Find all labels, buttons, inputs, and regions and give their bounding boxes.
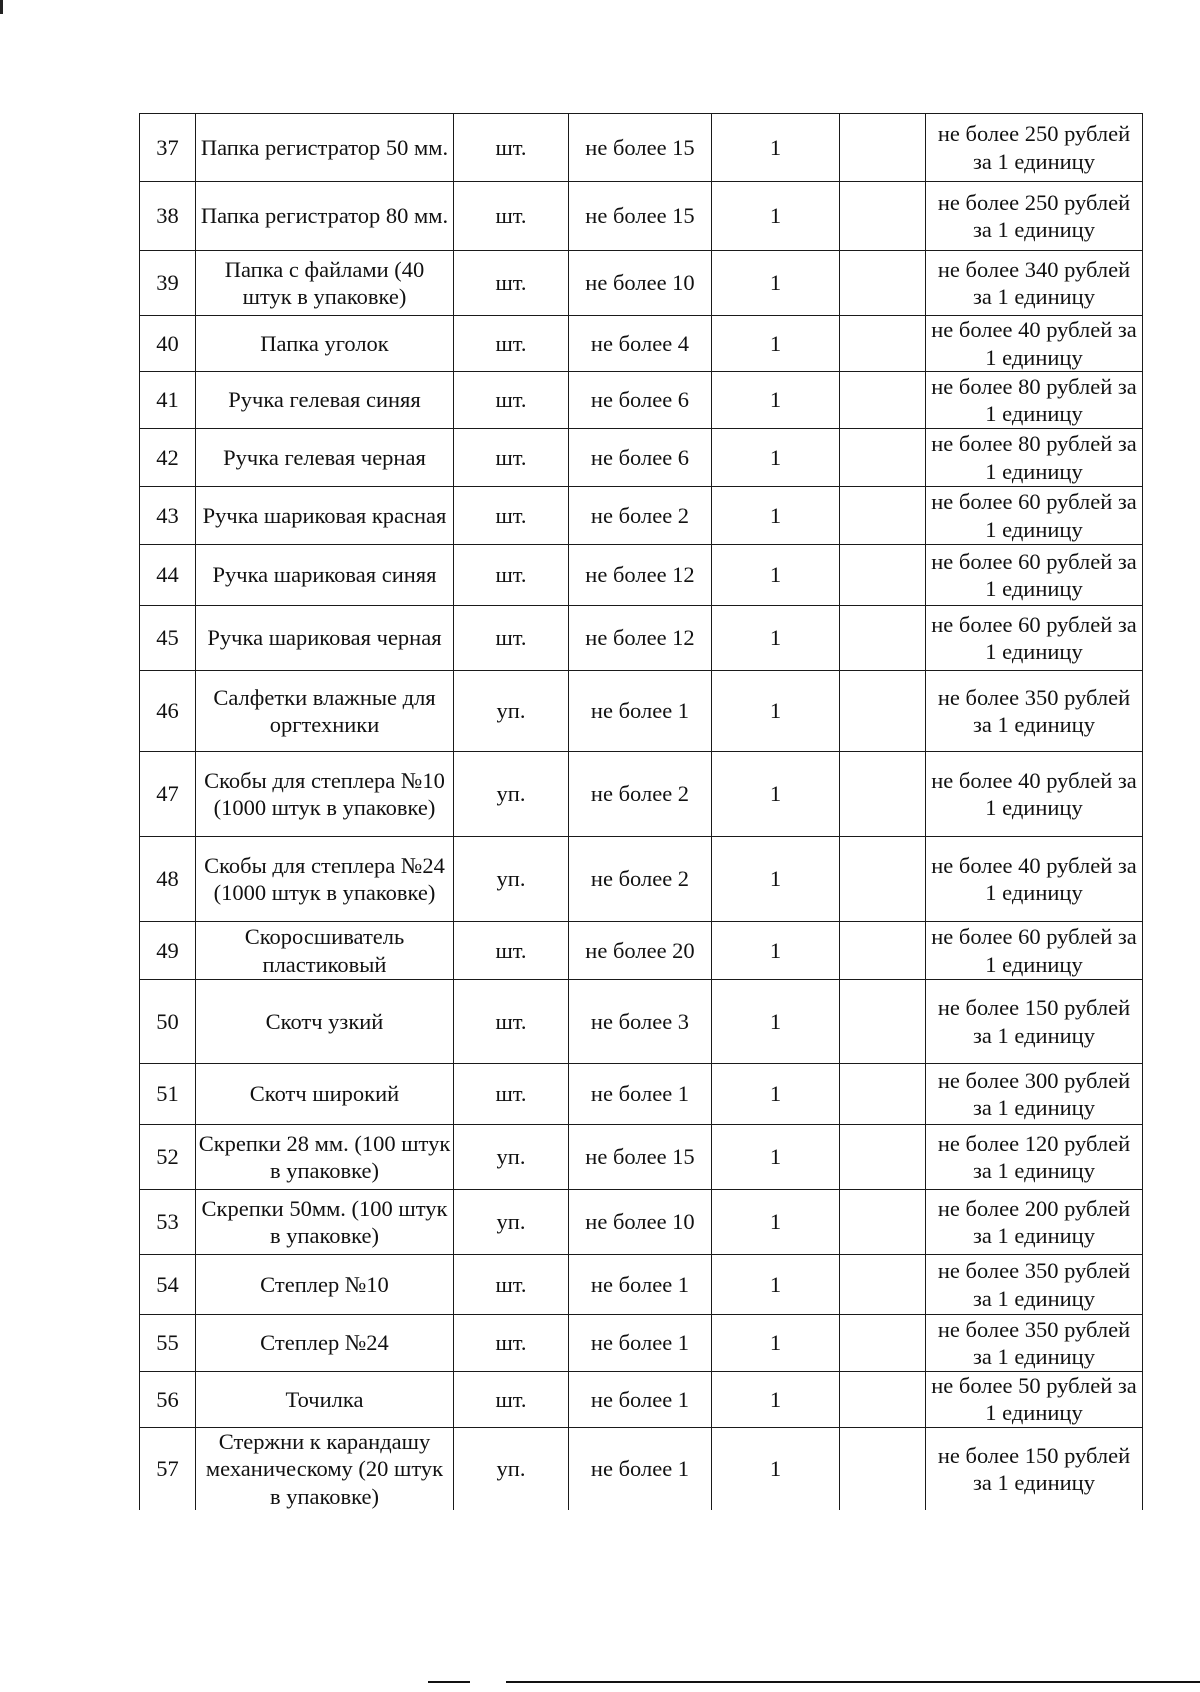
cell-num: 48 xyxy=(140,837,196,922)
cell-unit: уп. xyxy=(454,1190,569,1255)
cell-blank xyxy=(840,837,926,922)
cell-unit: шт. xyxy=(454,1255,569,1315)
cell-num: 42 xyxy=(140,429,196,487)
table-row xyxy=(140,922,1143,980)
cell-unit: шт. xyxy=(454,922,569,980)
cell-blank xyxy=(840,429,926,487)
cell-price: не более 300 рублей за 1 единицу xyxy=(926,1064,1143,1125)
cell-blank xyxy=(840,114,926,182)
table-row xyxy=(140,1064,1143,1125)
cell-price: не более 60 рублей за 1 единицу xyxy=(926,922,1143,980)
cell-price: не более 150 рублей за 1 единицу xyxy=(926,1427,1143,1510)
cell-qty: не более 10 xyxy=(569,1190,712,1255)
table-row xyxy=(140,1255,1143,1315)
cell-qty: не более 15 xyxy=(569,114,712,182)
cell-price: не более 80 рублей за 1 единицу xyxy=(926,372,1143,429)
table-row xyxy=(140,980,1143,1064)
cell-blank xyxy=(840,1064,926,1125)
cell-qty: не более 2 xyxy=(569,837,712,922)
table-row xyxy=(140,316,1143,372)
cell-name: Салфетки влажные для оргтехники xyxy=(196,671,454,752)
cell-price: не более 60 рублей за 1 единицу xyxy=(926,606,1143,671)
cell-name: Ручка гелевая синяя xyxy=(196,372,454,429)
cell-name: Стержни к карандашу механическому (20 штук в упаковке) xyxy=(196,1427,454,1510)
cell-count: 1 xyxy=(712,837,840,922)
cell-blank xyxy=(840,487,926,545)
cell-blank xyxy=(840,372,926,429)
cell-name: Скрепки 28 мм. (100 штук в упаковке) xyxy=(196,1125,454,1190)
table-row xyxy=(140,837,1143,922)
cell-count: 1 xyxy=(712,487,840,545)
table-row xyxy=(140,1427,1143,1510)
cell-blank xyxy=(840,922,926,980)
cell-name: Скоросшиватель пластиковый xyxy=(196,922,454,980)
cell-num: 50 xyxy=(140,980,196,1064)
cell-qty: не более 1 xyxy=(569,671,712,752)
cell-unit: шт. xyxy=(454,1064,569,1125)
cell-price: не более 60 рублей за 1 единицу xyxy=(926,487,1143,545)
cell-qty: не более 15 xyxy=(569,1125,712,1190)
cell-unit: шт. xyxy=(454,182,569,251)
cell-price: не более 50 рублей за 1 единицу xyxy=(926,1372,1143,1428)
cell-num: 57 xyxy=(140,1427,196,1510)
table-body xyxy=(140,114,1143,1511)
cell-num: 54 xyxy=(140,1255,196,1315)
cell-unit: шт. xyxy=(454,1372,569,1428)
cell-name: Папка регистратор 80 мм. xyxy=(196,182,454,251)
cell-num: 45 xyxy=(140,606,196,671)
cell-qty: не более 1 xyxy=(569,1427,712,1510)
cell-unit: уп. xyxy=(454,1125,569,1190)
cell-name: Ручка гелевая черная xyxy=(196,429,454,487)
cell-qty: не более 1 xyxy=(569,1255,712,1315)
table-row xyxy=(140,487,1143,545)
table-row xyxy=(140,545,1143,606)
cell-price: не более 40 рублей за 1 единицу xyxy=(926,837,1143,922)
cell-price: не более 350 рублей за 1 единицу xyxy=(926,1255,1143,1315)
cell-price: не более 340 рублей за 1 единицу xyxy=(926,251,1143,316)
cell-name: Ручка шариковая синяя xyxy=(196,545,454,606)
cell-num: 41 xyxy=(140,372,196,429)
cell-blank xyxy=(840,251,926,316)
cell-price: не более 80 рублей за 1 единицу xyxy=(926,429,1143,487)
cell-name: Скобы для степлера №24 (1000 штук в упаковке) xyxy=(196,837,454,922)
cell-name: Папка с файлами (40 штук в упаковке) xyxy=(196,251,454,316)
cell-name: Степлер №10 xyxy=(196,1255,454,1315)
cell-qty: не более 3 xyxy=(569,980,712,1064)
cell-price: не более 40 рублей за 1 единицу xyxy=(926,752,1143,837)
cell-name: Скрепки 50мм. (100 штук в упаковке) xyxy=(196,1190,454,1255)
cell-num: 49 xyxy=(140,922,196,980)
table-row xyxy=(140,671,1143,752)
cell-blank xyxy=(840,1315,926,1372)
cell-qty: не более 2 xyxy=(569,487,712,545)
table-row xyxy=(140,372,1143,429)
cell-count: 1 xyxy=(712,251,840,316)
cell-count: 1 xyxy=(712,1190,840,1255)
cell-name: Точилка xyxy=(196,1372,454,1428)
cell-count: 1 xyxy=(712,316,840,372)
cell-unit: шт. xyxy=(454,980,569,1064)
cell-num: 56 xyxy=(140,1372,196,1428)
cell-price: не более 350 рублей за 1 единицу xyxy=(926,671,1143,752)
cell-price: не более 60 рублей за 1 единицу xyxy=(926,545,1143,606)
cell-count: 1 xyxy=(712,545,840,606)
cell-qty: не более 15 xyxy=(569,182,712,251)
cell-qty: не более 2 xyxy=(569,752,712,837)
cell-name: Папка регистратор 50 мм. xyxy=(196,114,454,182)
cell-count: 1 xyxy=(712,372,840,429)
cell-name: Ручка шариковая черная xyxy=(196,606,454,671)
table-row xyxy=(140,1372,1143,1428)
cell-name: Ручка шариковая красная xyxy=(196,487,454,545)
footer-rule-short xyxy=(428,1681,470,1683)
cell-count: 1 xyxy=(712,1427,840,1510)
cell-blank xyxy=(840,606,926,671)
cell-unit: шт. xyxy=(454,429,569,487)
cell-num: 55 xyxy=(140,1315,196,1372)
cell-num: 46 xyxy=(140,671,196,752)
table-row xyxy=(140,429,1143,487)
cell-qty: не более 6 xyxy=(569,372,712,429)
table-row xyxy=(140,1315,1143,1372)
table-row xyxy=(140,606,1143,671)
cell-blank xyxy=(840,545,926,606)
scan-edge-mark xyxy=(0,0,3,14)
cell-price: не более 150 рублей за 1 единицу xyxy=(926,980,1143,1064)
cell-unit: уп. xyxy=(454,671,569,752)
cell-name: Скобы для степлера №10 (1000 штук в упаковке) xyxy=(196,752,454,837)
cell-qty: не более 12 xyxy=(569,606,712,671)
cell-qty: не более 1 xyxy=(569,1064,712,1125)
cell-qty: не более 4 xyxy=(569,316,712,372)
cell-blank xyxy=(840,752,926,837)
cell-qty: не более 12 xyxy=(569,545,712,606)
cell-name: Степлер №24 xyxy=(196,1315,454,1372)
cell-count: 1 xyxy=(712,1064,840,1125)
cell-count: 1 xyxy=(712,114,840,182)
cell-blank xyxy=(840,980,926,1064)
procurement-table xyxy=(139,113,1143,1510)
cell-blank xyxy=(840,1427,926,1510)
cell-blank xyxy=(840,1255,926,1315)
cell-name: Скотч широкий xyxy=(196,1064,454,1125)
cell-blank xyxy=(840,1125,926,1190)
cell-count: 1 xyxy=(712,606,840,671)
cell-qty: не более 1 xyxy=(569,1315,712,1372)
cell-unit: шт. xyxy=(454,487,569,545)
footer-rule-long xyxy=(506,1681,1200,1683)
cell-price: не более 120 рублей за 1 единицу xyxy=(926,1125,1143,1190)
cell-unit: шт. xyxy=(454,545,569,606)
cell-num: 52 xyxy=(140,1125,196,1190)
cell-count: 1 xyxy=(712,671,840,752)
cell-num: 53 xyxy=(140,1190,196,1255)
table-row xyxy=(140,1190,1143,1255)
cell-blank xyxy=(840,182,926,251)
cell-count: 1 xyxy=(712,429,840,487)
cell-blank xyxy=(840,316,926,372)
cell-count: 1 xyxy=(712,922,840,980)
cell-price: не более 250 рублей за 1 единицу xyxy=(926,114,1143,182)
cell-unit: шт. xyxy=(454,372,569,429)
cell-price: не более 200 рублей за 1 единицу xyxy=(926,1190,1143,1255)
cell-count: 1 xyxy=(712,980,840,1064)
cell-count: 1 xyxy=(712,1372,840,1428)
cell-count: 1 xyxy=(712,1315,840,1372)
cell-num: 40 xyxy=(140,316,196,372)
cell-num: 37 xyxy=(140,114,196,182)
cell-blank xyxy=(840,1190,926,1255)
cell-qty: не более 6 xyxy=(569,429,712,487)
cell-unit: уп. xyxy=(454,837,569,922)
cell-price: не более 250 рублей за 1 единицу xyxy=(926,182,1143,251)
cell-unit: шт. xyxy=(454,1315,569,1372)
cell-blank xyxy=(840,1372,926,1428)
cell-qty: не более 20 xyxy=(569,922,712,980)
cell-unit: шт. xyxy=(454,114,569,182)
table-row xyxy=(140,752,1143,837)
cell-price: не более 40 рублей за 1 единицу xyxy=(926,316,1143,372)
cell-qty: не более 10 xyxy=(569,251,712,316)
cell-name: Папка уголок xyxy=(196,316,454,372)
cell-unit: уп. xyxy=(454,1427,569,1510)
cell-num: 38 xyxy=(140,182,196,251)
cell-num: 43 xyxy=(140,487,196,545)
cell-unit: шт. xyxy=(454,606,569,671)
table-row xyxy=(140,114,1143,182)
cell-price: не более 350 рублей за 1 единицу xyxy=(926,1315,1143,1372)
table-row xyxy=(140,251,1143,316)
table-row xyxy=(140,1125,1143,1190)
cell-name: Скотч узкий xyxy=(196,980,454,1064)
cell-num: 47 xyxy=(140,752,196,837)
cell-unit: шт. xyxy=(454,251,569,316)
cell-num: 39 xyxy=(140,251,196,316)
cell-count: 1 xyxy=(712,752,840,837)
cell-num: 51 xyxy=(140,1064,196,1125)
cell-count: 1 xyxy=(712,1125,840,1190)
cell-count: 1 xyxy=(712,1255,840,1315)
cell-qty: не более 1 xyxy=(569,1372,712,1428)
cell-num: 44 xyxy=(140,545,196,606)
cell-blank xyxy=(840,671,926,752)
cell-count: 1 xyxy=(712,182,840,251)
cell-unit: уп. xyxy=(454,752,569,837)
cell-unit: шт. xyxy=(454,316,569,372)
table-row xyxy=(140,182,1143,251)
